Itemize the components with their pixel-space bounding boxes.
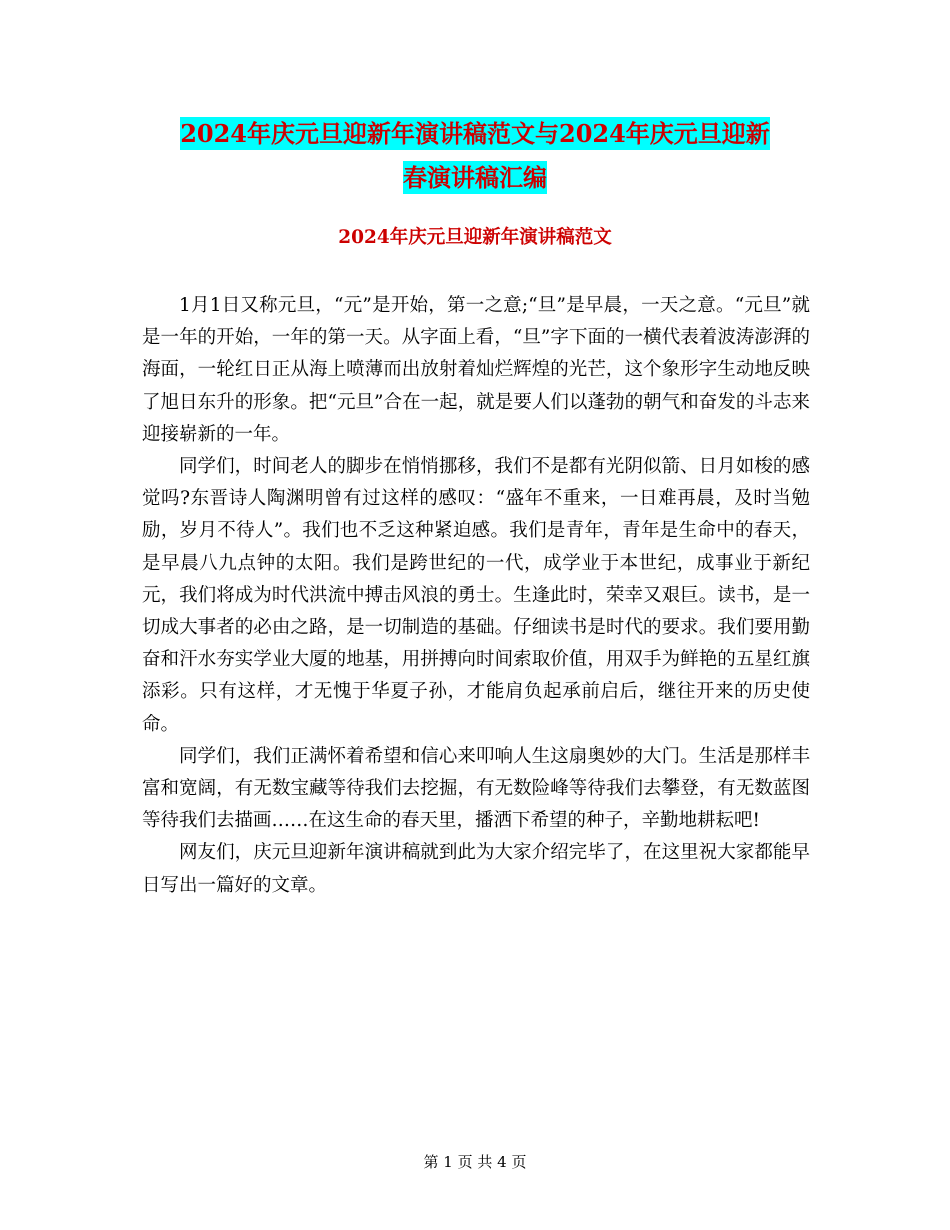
paragraph-3: 同学们，我们正满怀着希望和信心来叩响人生这扇奥妙的大门。生活是那样丰富和宽阔，有无数宝藏等待我们去挖掘，有无数险峰等待我们去攀登，有无数蓝图等待我们去描画……在这生命的春天里，播洒下希望的种子，辛勤地耕耘吧! — [142, 745, 810, 832]
page-footer: 第 1 页 共 4 页 — [423, 1153, 527, 1171]
section-title: 2024年庆元旦迎新年演讲稿范文 — [338, 227, 612, 248]
paragraph-4: 网友们，庆元旦迎新年演讲稿就到此为大家介绍完毕了，在这里祝大家都能早日写出一篇好的文章。 — [142, 842, 810, 896]
paragraph-1: 1月1日又称元旦，“元”是开始，第一之意;“旦”是早晨，一天之意。“元旦”就是一年的开始，一年的第一天。从字面上看，“旦”字下面的一横代表着波涛澎湃的海面，一轮红日正从海上喷薄而出放射着灿烂辉煌的光芒，这个象形字生动地反映了旭日东升的形象。把“元旦”合在一起，就是要人们以蓬勃的朝气和奋发的斗志来迎接崭新的一年。 — [142, 295, 810, 445]
body-text — [142, 290, 810, 902]
paragraph-2: 同学们，时间老人的脚步在悄悄挪移，我们不是都有光阴似箭、日月如梭的感觉吗?东晋诗人陶渊明曾有过这样的感叹：“盛年不重来，一日难再晨，及时当勉励，岁月不待人”。我们也不乏这种紧迫感。我们是青年，青年是生命中的春天，是早晨八九点钟的太阳。我们是跨世纪的一代，成学业于本世纪，成事业于新纪元，我们将成为时代洪流中搏击风浪的勇士。生逢此时，荣幸又艰巨。读书，是一切成大事者的必由之路，是一切制造的基础。仔细读书是时代的要求。我们要用勤奋和汗水夯实学业大厦的地基，用拼搏向时间索取价值，用双手为鲜艳的五星红旗添彩。只有这样，才无愧于华夏子孙，才能肩负起承前启后，继往开来的历史使命。 — [142, 456, 810, 735]
document-title-line1: 2024年庆元旦迎新年演讲稿范文与2024年庆元旦迎新 — [180, 119, 770, 148]
document-title-line2: 春演讲稿汇编 — [403, 163, 547, 192]
document-title — [0, 112, 950, 200]
